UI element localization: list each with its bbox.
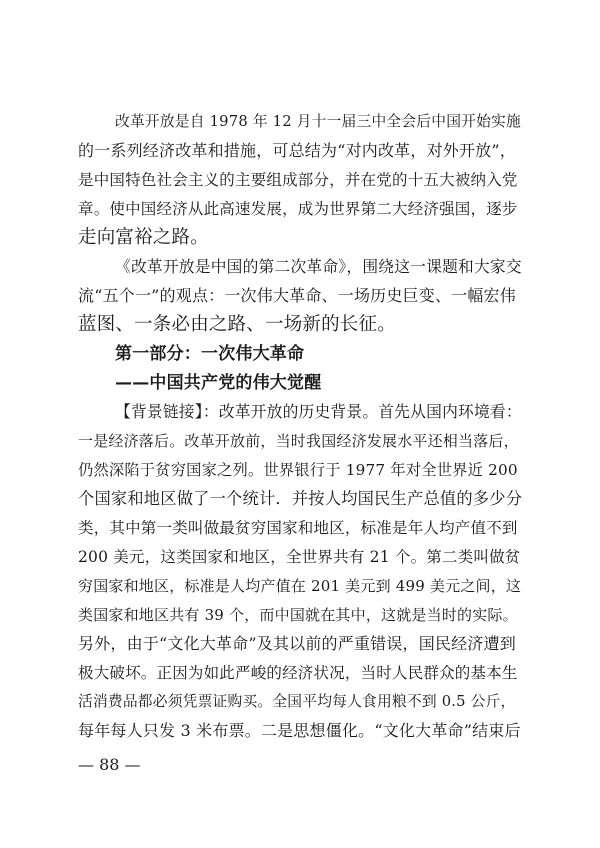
paragraph-3-line-1: 【背景链接】：改革开放的历史背景。首先从国内环境看： [115,402,522,421]
paragraph-3-line-5: 类，其中第一类叫做最贫穷国家和地区，标准是年人均产值不到 [78,519,518,537]
section-title: 第一部分：一次伟大革命 [115,344,305,364]
paragraph-3-line-7: 穷国家和地区，标准是人均产值在 201 美元到 499 美元之间，这 [78,577,522,595]
paragraph-2-line-2: 流“五个一”的观点：一次伟大革命、一场历史巨变、一幅宏伟 [78,286,516,305]
paragraph-3-line-6: 200 美元，这类国家和地区，全世界共有 21 个。第二类叫做贫 [78,548,521,566]
paragraph-2-line-1: 《改革开放是中国的第二次革命》，围绕这一课题和大家交 [115,257,522,276]
paragraph-1-line-3: 是中国特色社会主义的主要组成部分，并在党的十五大被纳入党 [78,171,518,189]
page-number: — 88 — [78,755,141,774]
paragraph-1-line-5: 走向富裕之路。 [78,227,209,248]
paragraph-1-line-4: 章。使中国经济从此高速发展，成为世界第二大经济强国，逐步 [78,200,518,218]
paragraph-3-line-3: 仍然深陷于贫穷国家之列。世界银行于 1977 年对全世界近 200 [78,461,518,479]
section-subtitle: ——中国共产党的伟大觉醒 [115,373,322,393]
paragraph-3-line-8: 类国家和地区共有 39 个，而中国就在其中，这就是当时的实际。 [78,606,518,624]
paragraph-3-line-11: 活消费品都必须凭票证购买。全国平均每人食用粮不到 0.5 公斤， [78,693,516,710]
paragraph-3-line-10: 极大破坏。正因为如此严峻的经济状况，当时人民群众的基本生 [78,664,518,682]
paragraph-3-line-2: 一是经济落后。改革开放前，当时我国经济发展水平还相当落后， [78,432,519,450]
paragraph-1-line-2: 的一系列经济改革和措施，可总结为“对内改革，对外开放”， [78,141,516,160]
paragraph-3-line-9: 另外，由于“文化大革命”及其以前的严重错误，国民经济遭到 [78,634,516,653]
paragraph-1-line-1: 改革开放是自 1978 年 12 月十一届三中全会后中国开始实施 [115,113,521,130]
paragraph-3-line-4: 个国家和地区做了一个统计．并按人均国民生产总值的多少分 [78,489,523,508]
paragraph-3-line-12: 每年每人只发 3 米布票。二是思想僵化。“文化大革命”结束后 [78,721,521,740]
paragraph-2-line-3: 蓝图、一条必由之路、一场新的长征。 [78,314,396,335]
